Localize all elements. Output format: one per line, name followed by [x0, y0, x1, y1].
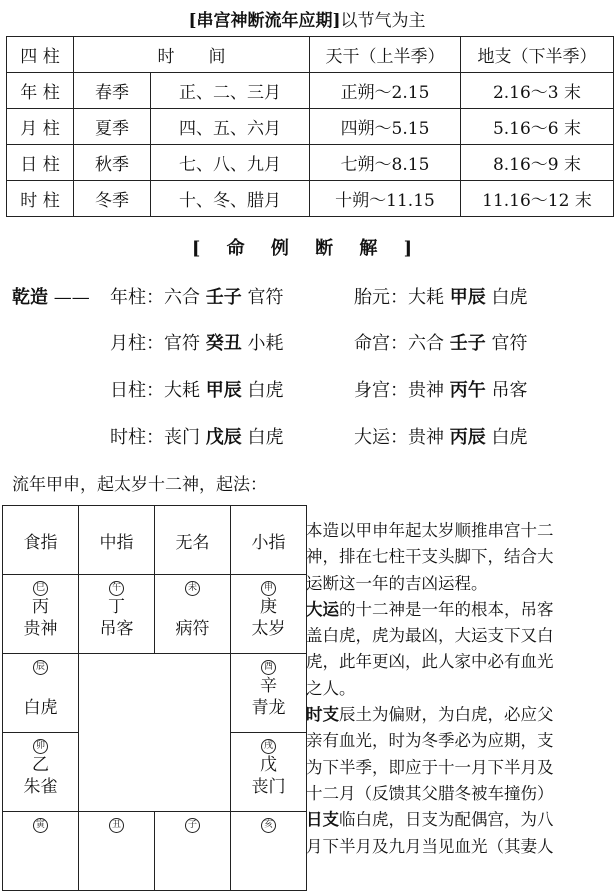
example-text: 日柱：大耗 [110, 380, 200, 401]
text-line: 之人。 [306, 678, 356, 698]
branch-circle-icon: 寅 [33, 818, 48, 833]
example-text: 白虎 [491, 287, 528, 308]
text-span: 的十二神是一年的根本，吊客 [339, 599, 554, 619]
example-dash: —— [53, 287, 90, 308]
cell: 2.16～3 末 [461, 73, 614, 109]
analysis-text [306, 518, 614, 865]
header-stem: 天干（上半季） [310, 37, 461, 73]
example-ganzhi: 壬子 [449, 333, 486, 354]
example-line [110, 376, 283, 402]
example-text: 白虎 [247, 427, 284, 448]
table-row [7, 181, 614, 217]
palm-cell-you [231, 654, 307, 733]
spirit: 朱雀 [23, 777, 58, 797]
example-text: 官符 [247, 287, 284, 308]
example-ganzhi: 甲辰 [449, 287, 486, 308]
example-ganzhi: 壬子 [205, 287, 242, 308]
palm-cell-mao [3, 733, 79, 812]
branch-circle-icon: 丑 [109, 818, 124, 833]
branch-circle-icon: 午 [109, 581, 124, 596]
spirit: 太岁 [251, 619, 286, 639]
palm-cell-xu [231, 733, 307, 812]
example-line [354, 423, 527, 449]
example-text: 小耗 [247, 333, 284, 354]
header-pillar: 四 柱 [7, 37, 74, 73]
branch-circle-icon: 酉 [261, 660, 276, 675]
table-header-row [7, 37, 614, 73]
season-table [6, 36, 614, 217]
example-ganzhi: 癸丑 [205, 333, 242, 354]
cell: 年 柱 [7, 73, 74, 109]
example-text: 月柱：官符 [110, 333, 200, 354]
table-row [7, 145, 614, 181]
stem [155, 596, 230, 618]
palm-grid [2, 505, 307, 891]
cell: 四、五、六月 [151, 109, 310, 145]
branch-circle-icon: 子 [185, 818, 200, 833]
intro-text: 流年甲申，起太岁十二神，起法： [12, 475, 267, 495]
cell: 春季 [74, 73, 151, 109]
text-line: 运断这一年的吉凶运程。 [306, 573, 488, 593]
text-bold: 日支 [306, 810, 339, 830]
text-line: 盖白虎，虎为最凶，大运支下又白 [306, 626, 554, 646]
example-line [110, 283, 283, 309]
palm-cell-yin [3, 812, 79, 891]
finger-little: 小指 [231, 506, 307, 575]
example-line [110, 423, 283, 449]
spirit: 病符 [175, 619, 210, 639]
palm-row [3, 654, 307, 733]
cell: 时 柱 [7, 181, 74, 217]
palm-cell-si [3, 575, 79, 654]
example-line [354, 329, 527, 355]
text-bold: 大运 [306, 599, 339, 619]
cell: 日 柱 [7, 145, 74, 181]
palm-cell-chen [3, 654, 79, 733]
example-text: 白虎 [247, 380, 284, 401]
text-line [306, 597, 614, 623]
text-line: 神，排在七柱干支头脚下，结合大 [306, 547, 554, 567]
branch-circle-icon: 巳 [33, 581, 48, 596]
page-title [0, 6, 614, 31]
example-text: 命宫：六合 [354, 333, 444, 354]
example-line [354, 283, 527, 309]
finger-middle: 中指 [79, 506, 155, 575]
stem: 庚 [260, 597, 277, 617]
cell: 11.16～12 末 [461, 181, 614, 217]
example-ganzhi: 丙午 [449, 380, 486, 401]
cell: 七朔～8.15 [310, 145, 461, 181]
section-subtitle: [ 命 例 断 解 ] [191, 238, 423, 259]
cell: 正朔～2.15 [310, 73, 461, 109]
text-line [306, 702, 614, 728]
cell: 夏季 [74, 109, 151, 145]
palm-cell-hai [231, 812, 307, 891]
cell: 四朔～5.15 [310, 109, 461, 145]
cell: 正、二、三月 [151, 73, 310, 109]
branch-circle-icon: 辰 [33, 660, 48, 675]
stem: 丁 [108, 597, 125, 617]
example-line [110, 329, 283, 355]
stem: 戊 [260, 755, 277, 775]
example-text: 官符 [491, 333, 528, 354]
text-line: 虎，此年更凶，此人家中必有血光 [306, 652, 554, 672]
stem: 辛 [260, 676, 277, 696]
palm-row [3, 812, 307, 891]
example-ganzhi: 戊辰 [205, 427, 242, 448]
example-text: 胎元：大耗 [354, 287, 444, 308]
palm-row [3, 575, 307, 654]
stem [3, 675, 78, 697]
palm-cell-chou [79, 812, 155, 891]
cell: 秋季 [74, 145, 151, 181]
branch-circle-icon: 戌 [261, 739, 276, 754]
text-span: 临白虎，日支为配偶宫，为八 [339, 810, 554, 830]
cell: 月 柱 [7, 109, 74, 145]
example-text: 白虎 [491, 427, 528, 448]
cell: 十、冬、腊月 [151, 181, 310, 217]
example-line [354, 376, 527, 402]
branch-circle-icon: 未 [185, 581, 200, 596]
example-text: 年柱：六合 [110, 287, 200, 308]
title-bold: [串宫神断流年应期] [188, 11, 341, 31]
palm-cell-shen [231, 575, 307, 654]
example-text: 大运：贵神 [354, 427, 444, 448]
spirit: 吊客 [99, 619, 134, 639]
stem: 乙 [32, 755, 49, 775]
example-label: 乾造 [12, 287, 48, 308]
finger-ring: 无名 [155, 506, 231, 575]
example-text: 时柱：丧门 [110, 427, 200, 448]
text-line: 为下半季，即应于十一月下半月及 [306, 757, 554, 777]
text-line: 十二月（反馈其父腊冬被车撞伤） [306, 783, 554, 803]
title-rest: 以节气为主 [340, 11, 426, 31]
palm-cell-zi [155, 812, 231, 891]
cell: 8.16～9 末 [461, 145, 614, 181]
text-line: 月下半月及九月当见血光（其妻人 [306, 836, 554, 856]
header-time: 时 间 [74, 37, 310, 73]
table-row [7, 73, 614, 109]
text-line: 本造以甲申年起太岁顺推串宫十二 [306, 521, 554, 540]
text-span: 辰土为偏财，为白虎，必应父 [339, 705, 554, 725]
example-label-line [12, 283, 90, 309]
finger-index: 食指 [3, 506, 79, 575]
example-text: 身宫：贵神 [354, 380, 444, 401]
cell: 十朔～11.15 [310, 181, 461, 217]
branch-circle-icon: 卯 [33, 739, 48, 754]
stem: 丙 [32, 597, 49, 617]
branch-circle-icon: 申 [261, 581, 276, 596]
header-branch: 地支（下半季） [461, 37, 614, 73]
spirit: 青龙 [251, 698, 286, 718]
palm-center [79, 654, 231, 812]
example-text: 吊客 [491, 380, 528, 401]
text-line: 亲有血光，时为冬季必为应期，支 [306, 731, 554, 751]
spirit: 白虎 [23, 698, 58, 718]
palm-cell-wei [155, 575, 231, 654]
cell: 七、八、九月 [151, 145, 310, 181]
palm-header-row [3, 506, 307, 575]
text-bold: 时支 [306, 705, 339, 725]
palm-cell-wu [79, 575, 155, 654]
spirit: 丧门 [251, 777, 286, 797]
text-line [306, 807, 614, 833]
example-ganzhi: 甲辰 [205, 380, 242, 401]
cell: 冬季 [74, 181, 151, 217]
example-ganzhi: 丙辰 [449, 427, 486, 448]
table-row [7, 109, 614, 145]
cell: 5.16～6 末 [461, 109, 614, 145]
spirit: 贵神 [23, 619, 58, 639]
branch-circle-icon: 亥 [261, 818, 276, 833]
